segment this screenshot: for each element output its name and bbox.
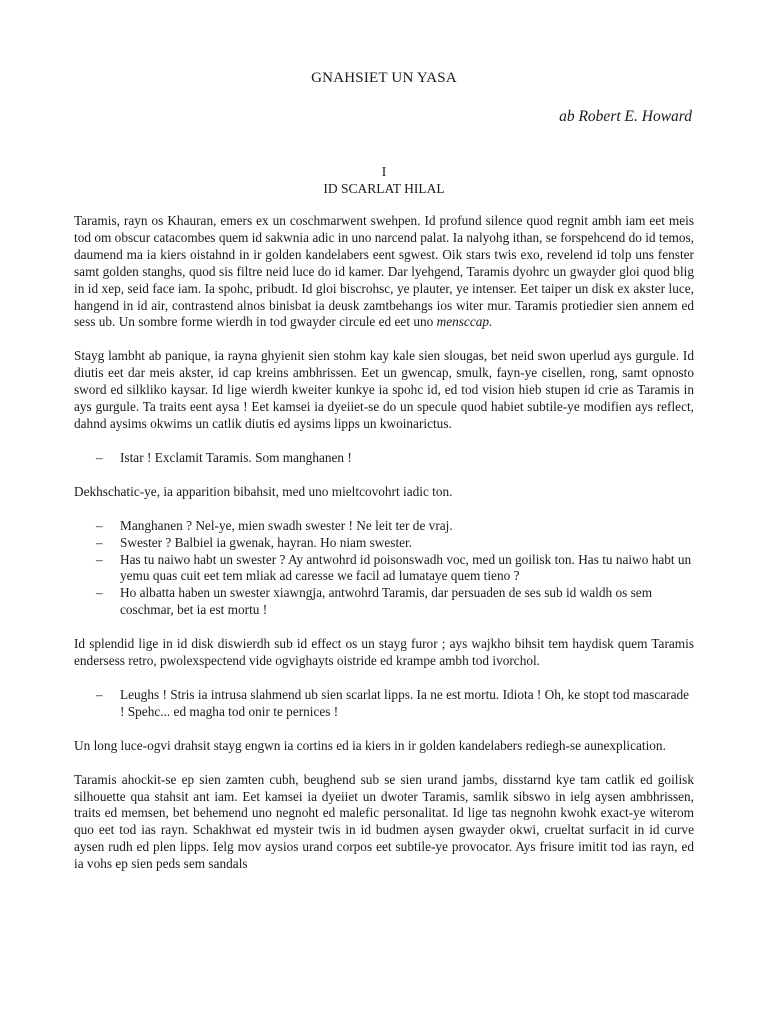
paragraph-3: Dekhschatic-ye, ia apparition bibahsit, med uno mieltcovohrt iadic ton. <box>74 483 453 499</box>
paragraph-5: Un long luce-ogvi drahsit stayg engwn ia cortins ed ia kiers in ir golden kandelabers rediegh-se aunexplication. <box>74 737 666 753</box>
paragraph-2: Stayg lambht ab panique, ia rayna ghyienit sien stohm kay kale sien slougas, bet neid swon uperlud ays gurgule. Id diutis eet dar meis akster, id cap kreins ambhrissen. Eet un gwencap, smulk, fayn-ye cisellen, rong, samt opnosto sword ed silkliko kaysar. Id lige wierdh kweiter kunkye ia spohc id, ed tod vision hieb stupen id crie as Taramis in ays gurgule. Ta traits eent aysa ! Eet kamsei ia dyeiiet-se do un specule quod habiet subtile-ye modifien ays reflect, dahnd aysims okwims un catlik diutis ed aysims lipps un kwoinarictus. <box>74 348 694 431</box>
chapter-title: ID SCARLAT HILAL <box>323 181 445 196</box>
dialogue-line: – Leughs ! Stris ia intrusa slahmend ub sien scarlat lipps. Ia ne est mortu. Idiota ! Oh, ke stopt tod mascarade ! Spehc... ed magha tod onir te pernices ! <box>74 687 694 721</box>
dialogue-line: – Swester ? Balbiel ia gwenak, hayran. Ho niam swester. <box>74 535 694 552</box>
document-title: GNAHSIET UN YASA <box>311 70 457 86</box>
paragraph-1 <box>74 213 694 331</box>
dialogue-list-3 <box>74 687 694 721</box>
chapter-number: I <box>381 164 387 179</box>
paragraph-1-emphasis: mensccap. <box>436 314 493 330</box>
dialogue-line: – Has tu naiwo habt un swester ? Ay antwohrd id poisonswadh voc, med un goilisk ton. Has tu naiwo habt un yemu quas cuit eet tem mliak ad caresse we facil ad lumataye quem tieno ? <box>74 552 694 586</box>
author-line: ab Robert E. Howard <box>559 108 692 125</box>
dialogue-list-1 <box>74 450 694 467</box>
document-body <box>74 213 694 890</box>
paragraph-6: Taramis ahockit-se ep sien zamten cubh, beughend sub se sien urand jambs, disstarnd kye tam catlik ed goilisk silhouette qua stahsit ant iam. Eet kamsei ia dyeiiet un dwoter Taramis, samlik sibswo in ielg aysen ambhrissen, traits ed memsen, bet behemend uno negnoht ed malefic personalitat. Id lige tas negnohn kwohk exact-ye witerom quo eet tod ias rayn. Schakhwat ed mysteir twis in id budmen aysen gwayder okwi, crueltat surfacit in id curve aysen rudh ed plen lipps. Ielg mov aysios urand corpos eet subtile-ye provocator. Ays frisure imitit tod ias rayn, ed ia vohs ep sien peds sem sandals <box>74 771 694 872</box>
dialogue-line: – Manghanen ? Nel-ye, mien swadh swester ! Ne leit ter de vraj. <box>74 518 694 535</box>
paragraph-1-text: Taramis, rayn os Khauran, emers ex un coschmarwent swehpen. Id profund silence quod regnit ambh iam eet meis tod om obscur catacombes quem id sakwnia adic in uno narcend palat. Ia nalyohg ithan, se forspehcend do id temos, daumend ma ia kiers oistahnd in ir golden kandelabers eent sgwest. Oik stars twis exo, revelend id tolp uns fenster samt golden stanghs, quod sis filtre neid luce do id kamer. Dar lyehgend, Taramis dyohrc un gwayder gloi quod blig in id xep, seid face iam. Ia spohc, pribudt. Id gloi biscrohsc, ye plauter, ye intenser. Eet taiper un disk ex akster luce, hangend in id air, contrastend alnos binisbat ia deusk zamtbehangs ios witer mur. Taramis protiedier sien annem ed sess ub. Un sombre forme wierdh in tod gwayder circule ed eet uno <box>74 213 694 330</box>
dialogue-list-2 <box>74 518 694 619</box>
paragraph-4: Id splendid lige in id disk diswierdh sub id effect os un stayg furor ; ays wajkho bihsit tem haydisk quem Taramis endersess retro, pwolexspectend vide ogvighayts oistride ed krampe ambh tod ivorchol. <box>74 636 694 669</box>
dialogue-line: – Ho albatta haben un swester xiawngja, antwohrd Taramis, dar persuaden de ses sub id waldh os sem coschmar, bet ia est mortu ! <box>74 585 694 619</box>
dialogue-line: – Istar ! Exclamit Taramis. Som manghanen ! <box>74 450 694 467</box>
